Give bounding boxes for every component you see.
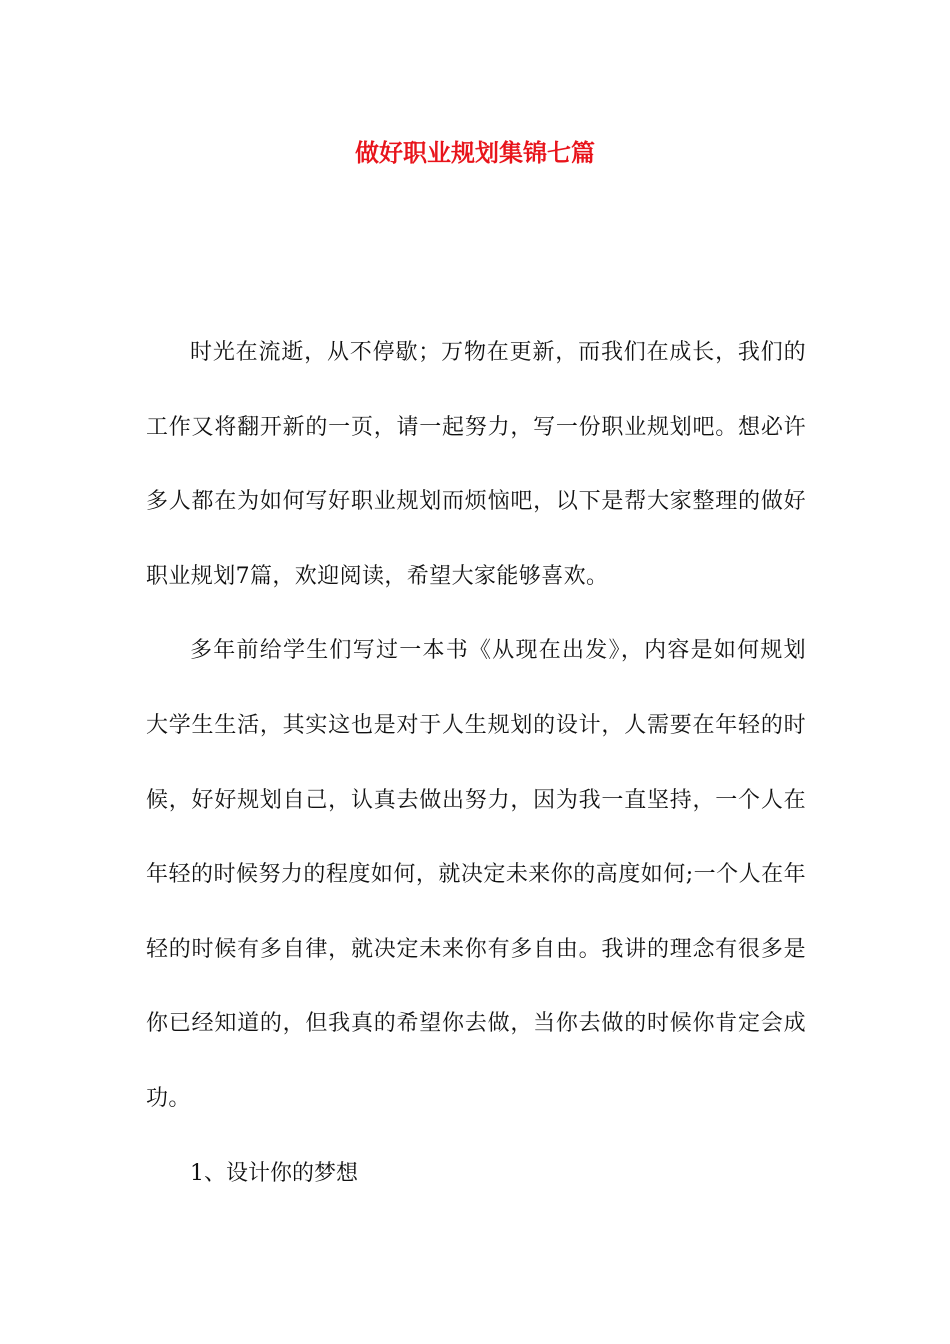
document-title: 做好职业规划集锦七篇: [355, 138, 595, 167]
paragraph-book: 多年前给学生们写过一本书《从现在出发》，内容是如何规划大学生生活，其实这也是对于人生规划的设计，人需要在年轻的时候，好好规划自己，认真去做出努力，因为我一直坚持，一个人在年轻的时候努力的程度如何，就决定未来你的高度如何;一个人在年轻的时候有多自律，就决定未来你有多自由。我讲的理念有很多是你已经知道的，但我真的希望你去做，当你去做的时候你肯定会成功。: [146, 638, 806, 1111]
document-body: [146, 316, 806, 1211]
section-heading-dream: 1、设计你的梦想: [190, 1160, 358, 1186]
paragraph-intro: 时光在流逝，从不停歇；万物在更新，而我们在成长，我们的工作又将翻开新的一页，请一起努力，写一份职业规划吧。想必许多人都在为如何写好职业规划而烦恼吧，以下是帮大家整理的做好职业规划7篇，欢迎阅读，希望大家能够喜欢。: [146, 340, 806, 589]
